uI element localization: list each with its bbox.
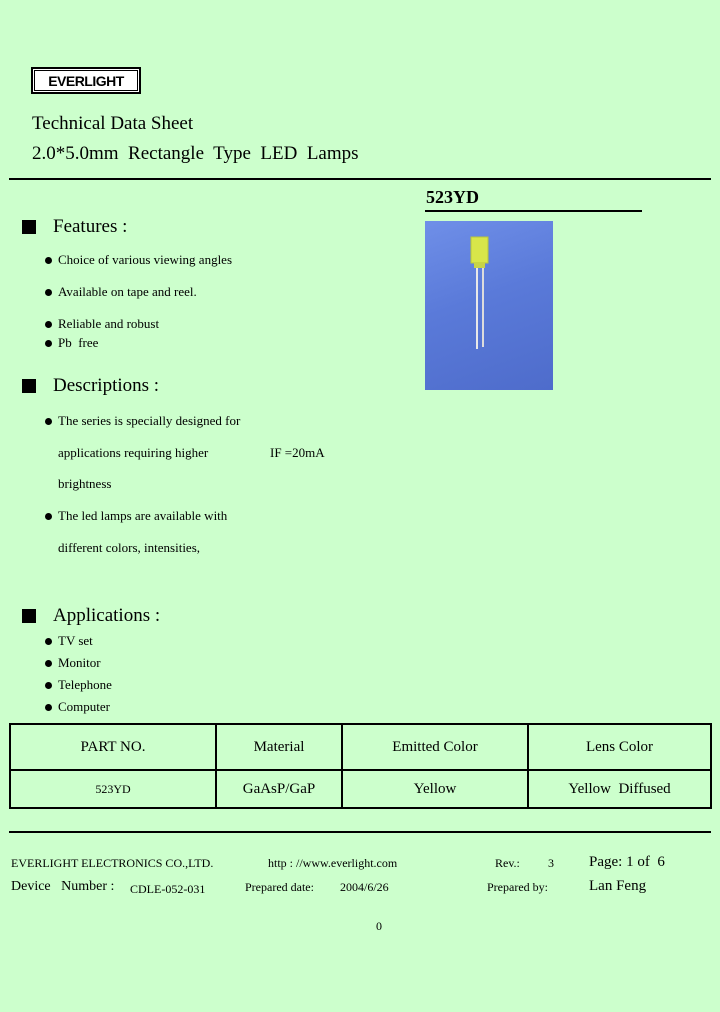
logo-text: EVERLIGHT xyxy=(34,70,138,91)
description-line: The led lamps are available with xyxy=(45,508,227,524)
document-subtitle: 2.0*5.0mm Rectangle Type LED Lamps xyxy=(32,143,359,164)
feature-item: Available on tape and reel. xyxy=(45,284,197,300)
document-title: Technical Data Sheet xyxy=(32,113,194,134)
feature-item: Pb free xyxy=(45,335,98,351)
feature-item: Reliable and robust xyxy=(45,316,159,332)
bullet-icon xyxy=(45,660,52,667)
application-item: Computer xyxy=(45,699,110,715)
everlight-logo xyxy=(31,67,141,94)
table-header-cell: Emitted Color xyxy=(342,724,528,770)
header-rule xyxy=(9,178,711,180)
product-photo xyxy=(425,221,553,390)
table-row xyxy=(10,770,711,808)
prepared-date-value: 2004/6/26 xyxy=(340,880,389,894)
description-line: The series is specially designed for xyxy=(45,413,240,429)
prepared-by-label: Prepared by: xyxy=(487,880,548,894)
revision-value: 3 xyxy=(548,856,554,870)
table-cell: Yellow Diffused xyxy=(528,770,711,808)
prepared-by-value: Lan Feng xyxy=(589,878,647,894)
applications-heading: Applications : xyxy=(22,605,160,627)
feature-item: Choice of various viewing angles xyxy=(45,252,232,268)
bullet-icon xyxy=(45,340,52,347)
device-number-label: Device Number : xyxy=(11,879,115,894)
application-item: Monitor xyxy=(45,655,101,671)
part-number-rule xyxy=(425,210,642,212)
table-cell: 523YD xyxy=(10,770,216,808)
bullet-icon xyxy=(45,704,52,711)
application-item: Telephone xyxy=(45,677,112,693)
bullet-icon xyxy=(45,257,52,264)
table-header-cell: Material xyxy=(216,724,342,770)
page-indicator: Page: 1 of 6 xyxy=(589,854,665,870)
led-lamp-icon xyxy=(425,221,553,390)
bullet-icon xyxy=(45,321,52,328)
section-square-icon xyxy=(22,379,36,393)
revision-label: Rev.: xyxy=(495,856,520,870)
footer-rule xyxy=(9,831,711,833)
description-line: brightness xyxy=(58,476,112,491)
website-link[interactable]: http : //www.everlight.com xyxy=(268,856,398,870)
table-header-row xyxy=(10,724,711,770)
table-header-cell: Lens Color xyxy=(528,724,711,770)
table-cell: GaAsP/GaP xyxy=(216,770,342,808)
features-heading: Features : xyxy=(22,216,127,238)
table-header-cell: PART NO. xyxy=(10,724,216,770)
bullet-icon xyxy=(45,682,52,689)
bullet-icon xyxy=(45,513,52,520)
forward-current-note: IF =20mA xyxy=(270,445,325,460)
device-number-value: CDLE-052-031 xyxy=(130,882,206,896)
table-cell: Yellow xyxy=(342,770,528,808)
bullet-icon xyxy=(45,289,52,296)
company-name: EVERLIGHT ELECTRONICS CO.,LTD. xyxy=(11,856,214,870)
description-line: different colors, intensities, xyxy=(58,540,201,555)
section-square-icon xyxy=(22,220,36,234)
parts-table xyxy=(9,723,712,809)
description-line: applications requiring higher xyxy=(58,445,209,460)
application-item: TV set xyxy=(45,633,93,649)
page-index: 0 xyxy=(376,919,382,933)
section-square-icon xyxy=(22,609,36,623)
bullet-icon xyxy=(45,638,52,645)
bullet-icon xyxy=(45,418,52,425)
part-number: 523YD xyxy=(426,187,479,207)
descriptions-heading: Descriptions : xyxy=(22,375,159,397)
prepared-date-label: Prepared date: xyxy=(245,880,314,894)
